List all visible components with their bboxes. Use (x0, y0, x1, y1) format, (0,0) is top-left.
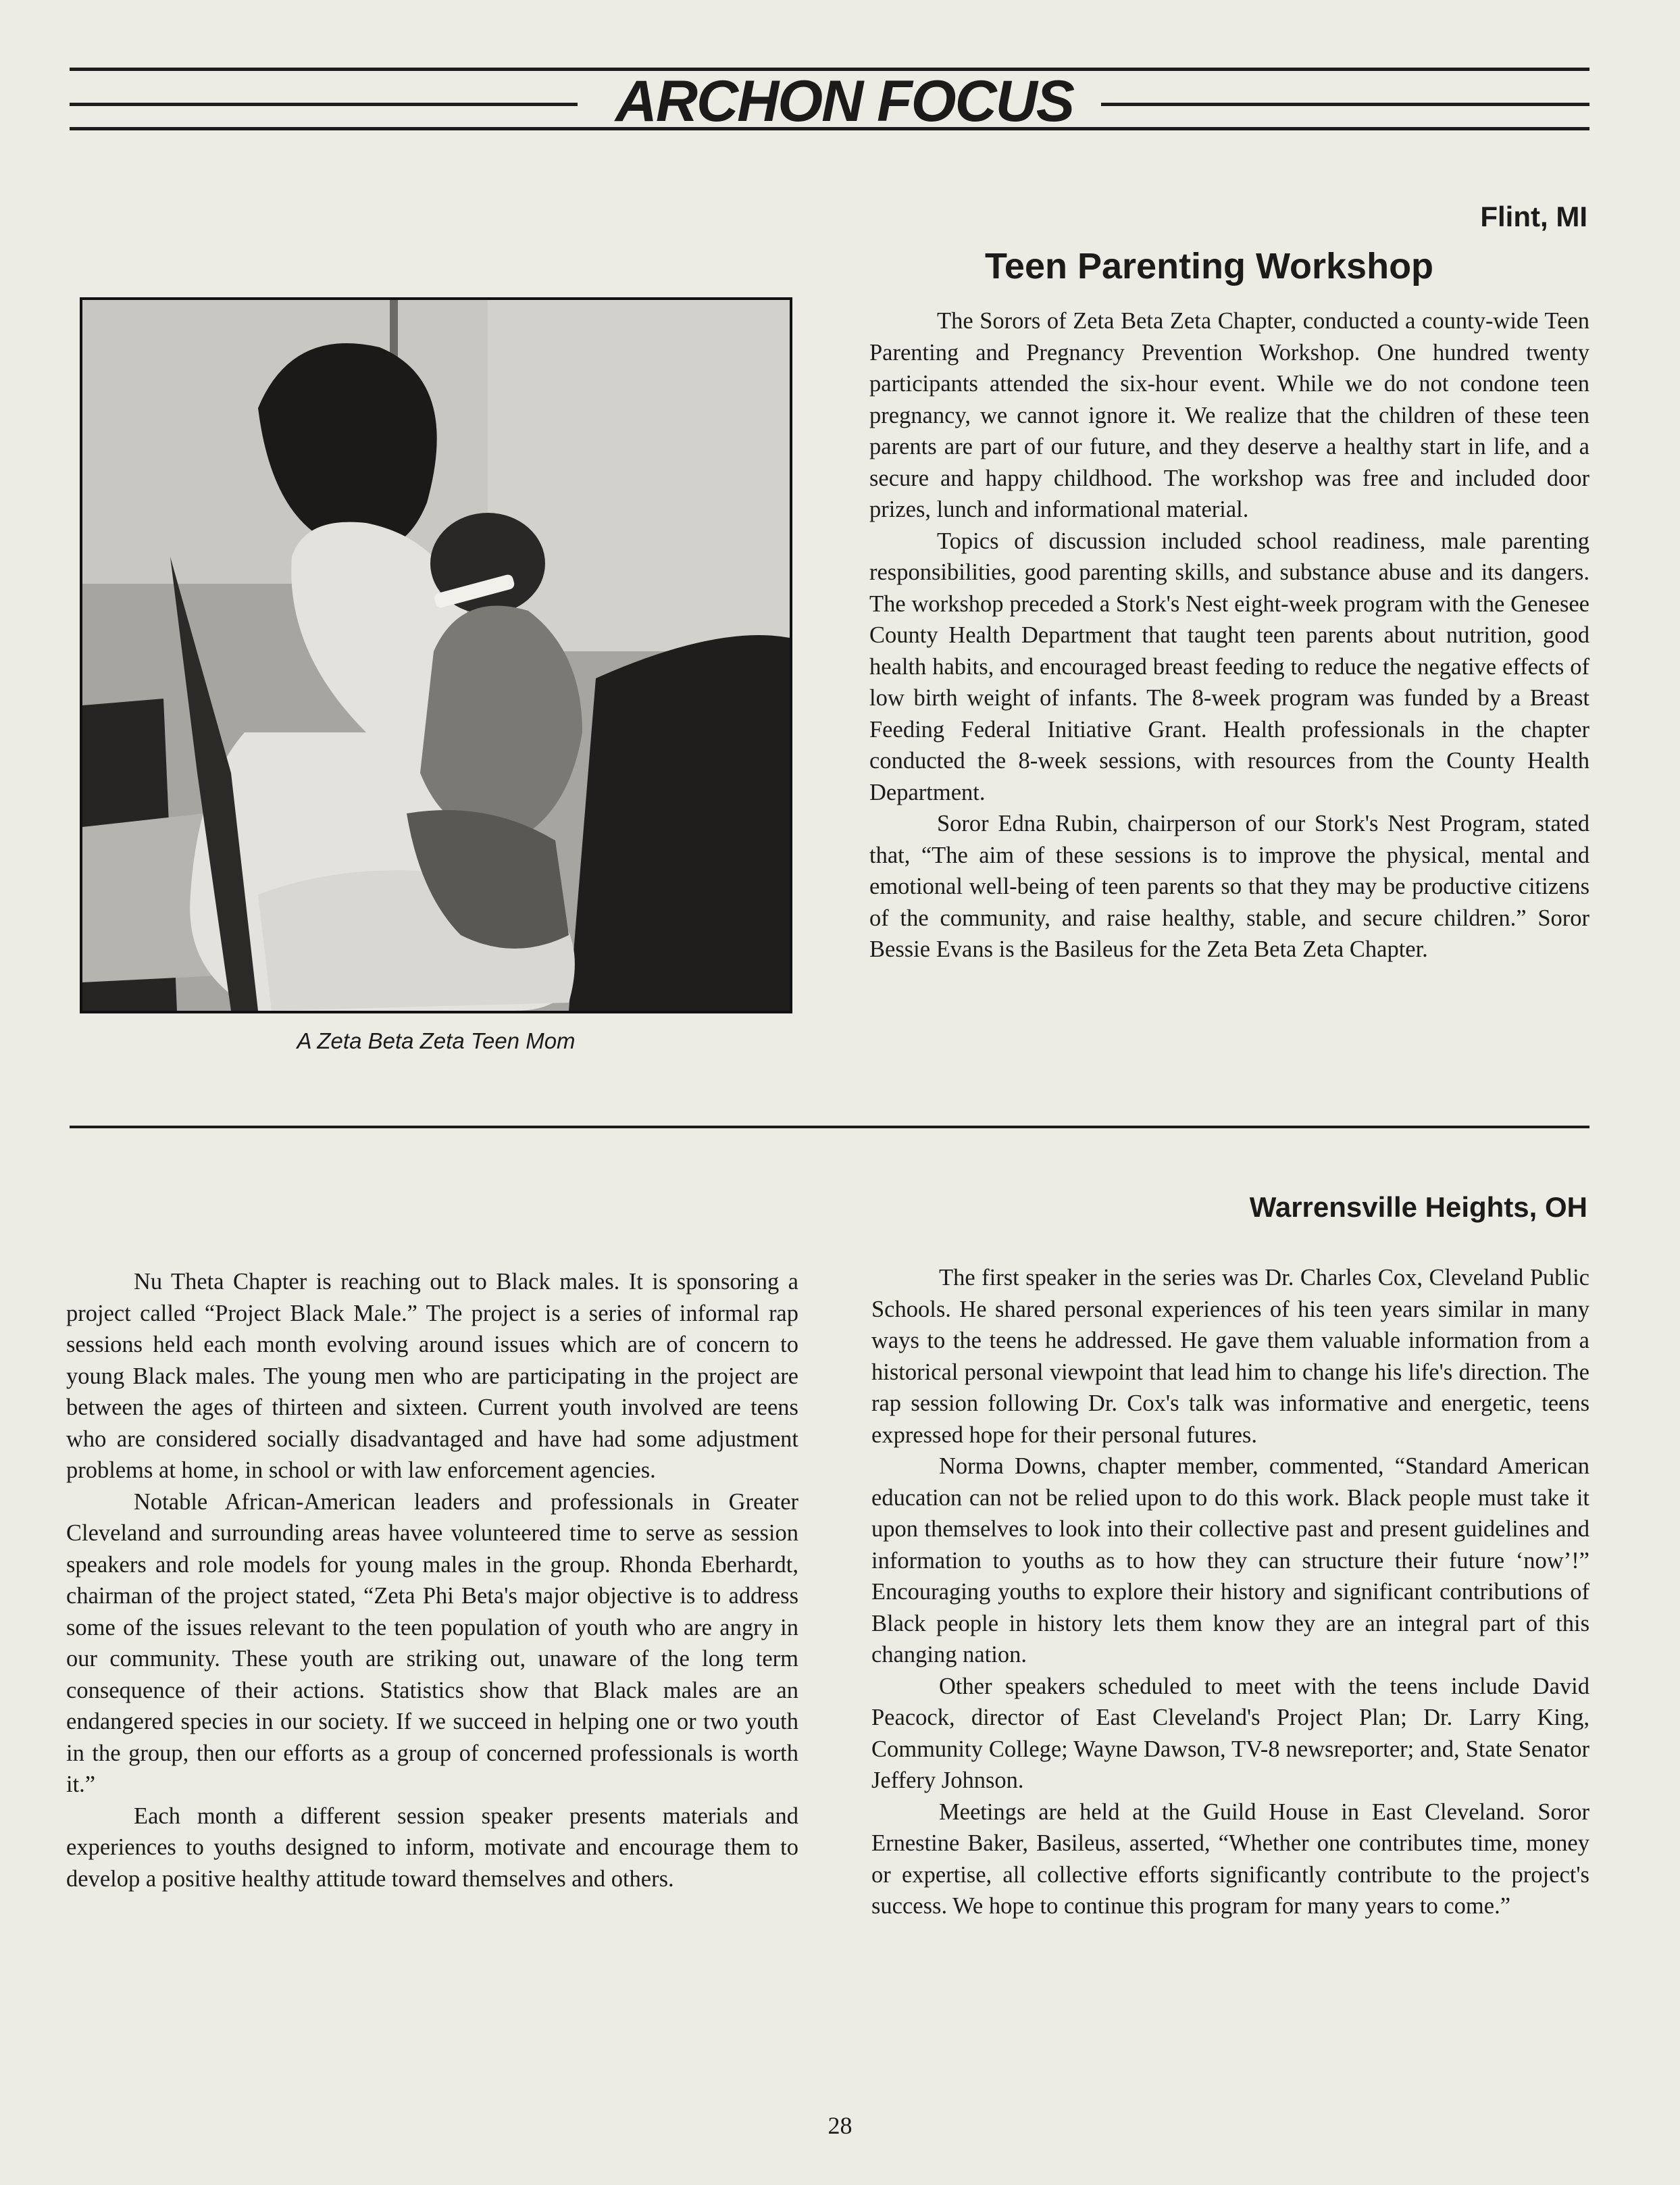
warrensville-paragraph: Each month a different session speaker presents materials and experiences to youths designed to inform, motivate and encourage them to develop a positive healthy attitude toward themselves and others. (66, 1803, 798, 1892)
flint-location: Flint, MI (1480, 201, 1587, 232)
warrensville-paragraph: Other speakers scheduled to meet with the teens include David Peacock, director of East Cleveland's Project Plan; Dr. Larry King, Community College; Wayne Dawson, TV-8 newsreporter; and, State Senator Jeffery Johnson. (871, 1673, 1589, 1793)
warrensville-right-column (871, 1262, 1589, 1922)
flint-article-body (869, 305, 1589, 965)
warrensville-left-column (66, 1266, 798, 1894)
warrensville-paragraph: Nu Theta Chapter is reaching out to Black males. It is sponsoring a project called “Project Black Male.” The project is a series of informal rap sessions held each month evolving around issues which are of concern to young Black males. The young men who are participating in the project are between the ages of thirteen and sixteen. Current youth involved are teens who are considered socially disadvantaged and have had some adjustment problems at home, in school or with law enforcement agencies. (66, 1269, 798, 1483)
section-divider (70, 1126, 1589, 1128)
header-rule-left (70, 103, 578, 106)
flint-paragraph: Topics of discussion included school readiness, male parenting responsibilities, good parenting skills, and substance abuse and its dangers. The workshop preceded a Stork's Nest eight-week program with the Genesee County Health Department that taught teen parents about nutrition, good health habits, and encouraged breast feeding to reduce the negative effects of low birth weight of infants. The 8-week program was funded by a Breast Feeding Federal Initiative Grant. Health professionals in the chapter conducted the 8-week sessions, with resources from the County Health Department. (869, 528, 1589, 805)
header-rule-right (1101, 103, 1589, 106)
warrensville-paragraph: Notable African-American leaders and professionals in Greater Cleveland and surrounding areas havee volunteered time to serve as session speakers and role models for young males in the group. Rhonda Eberhardt, chairman of the project stated, “Zeta Phi Beta's major objective is to address some of the issues relevant to the teen population of youth who are angry in our community. These youth are striking out, unaware of the long term consequence of their actions. Statistics show that Black males are an endangered species in our society. If we succeed in helping one or two youth in the group, then our efforts as a group of concerned professionals is worth it.” (66, 1488, 798, 1797)
flint-headline: Teen Parenting Workshop (984, 246, 1434, 286)
warrensville-paragraph: The first speaker in the series was Dr. Charles Cox, Cleveland Public Schools. He shared personal experiences of his teen years similar in many ways to the teens he addressed. He gave them valuable information from a historical personal viewpoint that lead him to change his life's direction. The rap session following Dr. Cox's talk was informative and energetic, teens expressed hope for their personal futures. (871, 1265, 1589, 1448)
warrensville-location: Warrensville Heights, OH (1249, 1191, 1587, 1223)
teen-mom-photo (80, 297, 792, 1013)
page-number: 28 (828, 2112, 852, 2139)
photo-caption: A Zeta Beta Zeta Teen Mom (297, 1028, 576, 1053)
flint-paragraph: Soror Edna Rubin, chairperson of our Stork's Nest Program, stated that, “The aim of these sessions is to improve the physical, mental and emotional well-being of teen parents so that they may be productive citizens of the community, and raise healthy, stable, and secure children.” Soror Bessie Evans is the Basileus for the Zeta Beta Zeta Chapter. (869, 811, 1589, 962)
section-title: ARCHON FOCUS (615, 69, 1074, 134)
warrensville-paragraph: Norma Downs, chapter member, commented, “Standard American education can not be relied upon to do this work. Black people must take it upon themselves to look into their collective past and present guidelines and information to youths as to how they can structure their future ‘now’!” Encouraging youths to explore their history and significant contributions of Black people in history lets them know they are an integral part of this changing nation. (871, 1453, 1589, 1667)
flint-paragraph: The Sorors of Zeta Beta Zeta Chapter, conducted a county-wide Teen Parenting and Pregnancy Prevention Workshop. One hundred twenty participants attended the six-hour event. While we do not condone teen pregnancy, we cannot ignore it. We realize that the children of these teen parents are part of our future, and they deserve a healthy start in life, and a secure and happy childhood. The workshop was free and included door prizes, lunch and informational material. (869, 308, 1589, 522)
warrensville-paragraph: Meetings are held at the Guild House in East Cleveland. Soror Ernestine Baker, Basileus, asserted, “Whether one contributes time, money or expertise, all collective efforts significantly contribute to the project's success. We hope to continue this program for many years to come.” (871, 1799, 1589, 1919)
mother-feeding-baby-photo-icon (82, 300, 790, 1011)
